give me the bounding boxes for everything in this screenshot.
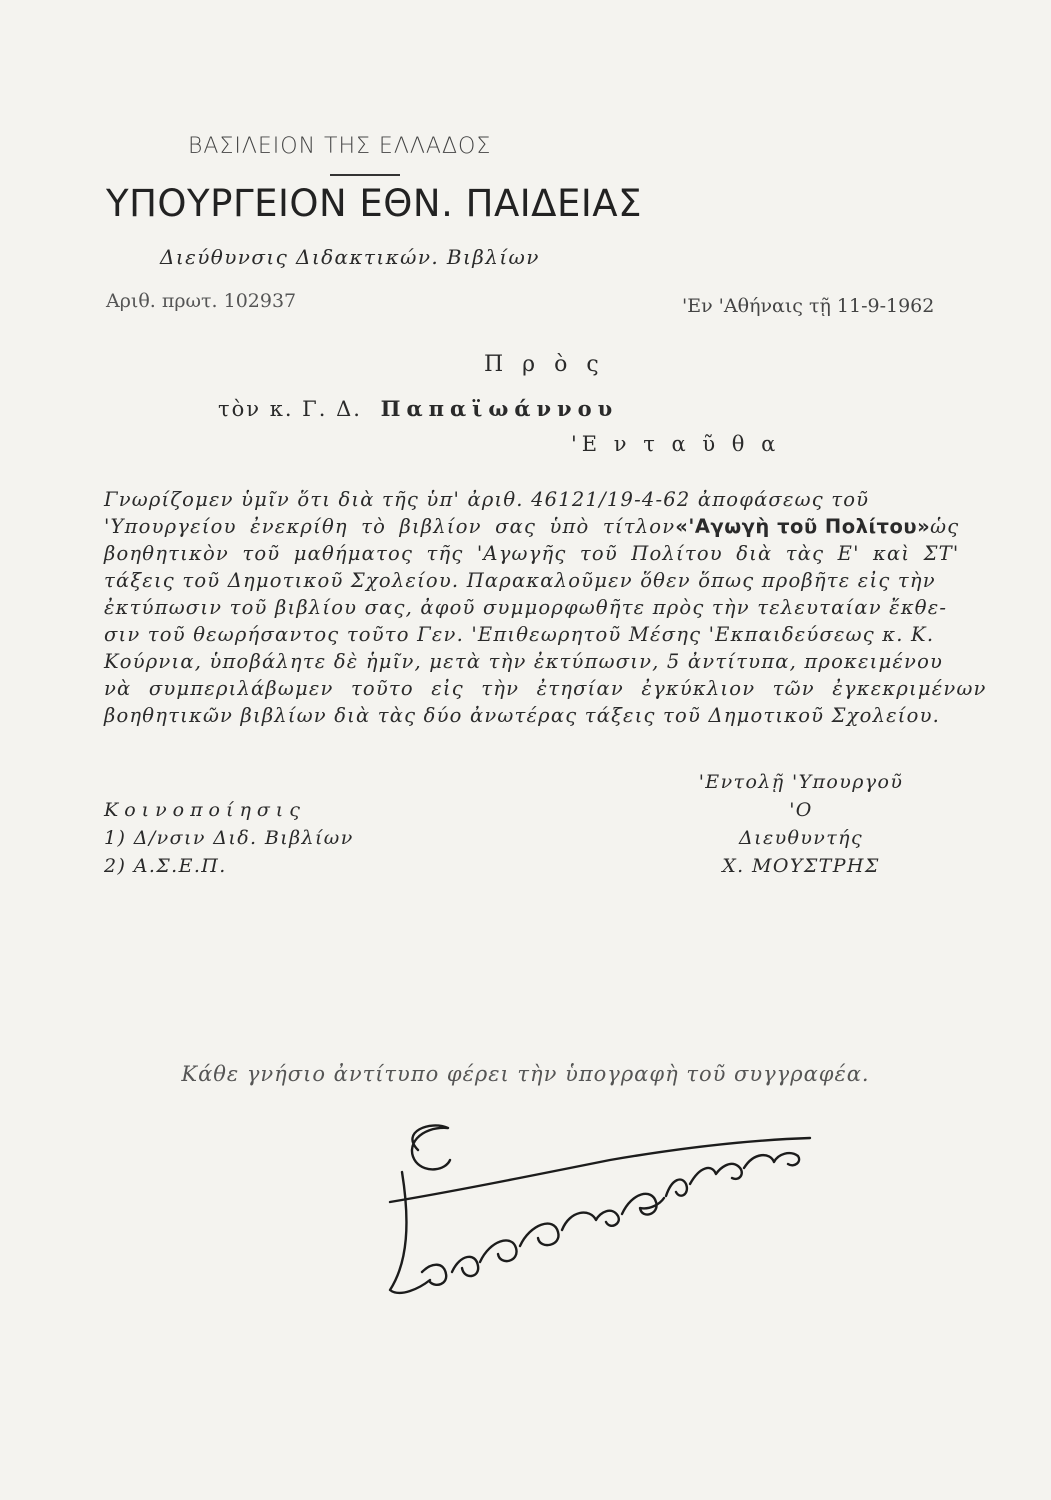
recipient <box>218 396 618 421</box>
body-line: τάξεις τοῦ Δημοτικοῦ Σχολείου. Παρακαλοῦμεν ὅθεν ὅπως προβῆτε εἰς τὴν <box>104 569 936 592</box>
addressee-label: Π ρ ὸ ς <box>484 352 605 377</box>
body-line: Γνωρίζομεν ὑμῖν ὅτι διὰ τῆς ὑπ' ἀριθ. 46121/19-4-62 ἀποφάσεως τοῦ <box>104 488 870 511</box>
body-line: βοηθητικὸν τοῦ μαθήματος τῆς 'Αγωγῆς τοῦ Πολίτου διὰ τὰς Ε' καὶ ΣΤ' <box>104 542 960 565</box>
body-line: Κούρνια, ὑποβάλητε δὲ ἡμῖν, μετὰ τὴν ἐκτύπωσιν, 5 ἀντίτυπα, προκειμένου <box>104 650 944 673</box>
book-title: «'Αγωγὴ τοῦ Πολίτου» <box>675 515 931 538</box>
signature-line-article: 'Ο <box>789 799 813 821</box>
body-line: 'Υπουργείου ἐνεκρίθη τὸ βιβλίον σας ὑπὸ τίτλον «'Αγωγὴ τοῦ Πολίτου» ὡς <box>104 515 960 538</box>
recipient-location: 'Ε ν τ α ῦ θ α <box>571 432 781 456</box>
signature-line-title: Διευθυντής <box>739 827 863 849</box>
ministry-heading: ΥΠΟΥΡΓΕΙΟΝ ΕΘΝ. ΠΑΙΔΕΙΑΣ <box>106 182 642 225</box>
recipient-prefix: τὸν κ. Γ. Δ. <box>218 397 362 421</box>
recipient-name: Παπαϊωάννου <box>380 396 619 421</box>
author-signature <box>360 1112 820 1316</box>
signature-line-name: Χ. ΜΟΥΣΤΡΗΣ <box>722 855 880 877</box>
letter-body <box>104 486 996 729</box>
signature-line-mandate: 'Εντολῇ 'Υπουργοῦ <box>698 771 904 793</box>
directorate-subheading: Διεύθυνσις Διδακτικών. Βιβλίων <box>160 245 540 269</box>
kingdom-heading: ΒΑΣΙΛΕΙΟΝ ΤΗΣ ΕΛΛΑΔΟΣ <box>188 134 492 159</box>
notification-heading: Κοινοποίησις <box>104 799 306 821</box>
authenticity-note: Κάθε γνήσιο ἀντίτυπο φέρει τὴν ὑπογραφὴ τοῦ συγγραφέα. <box>181 1062 870 1086</box>
heading-divider <box>330 174 400 176</box>
body-line: νὰ συμπεριλάβωμεν τοῦτο εἰς τὴν ἐτησίαν ἐγκύκλιον τῶν ἐγκεκριμένων <box>104 677 987 700</box>
body-line: ἐκτύπωσιν τοῦ βιβλίου σας, ἀφοῦ συμμορφωθῆτε πρὸς τὴν τελευταίαν ἔκθε- <box>104 596 948 619</box>
body-line: σιν τοῦ θεωρήσαντος τοῦτο Γεν. 'Επιθεωρητοῦ Μέσης 'Εκπαιδεύσεως κ. Κ. <box>104 623 935 646</box>
notification-item: 1) Δ/νσιν Διδ. Βιβλίων <box>104 827 354 849</box>
protocol-number: Αριθ. πρωτ. 102937 <box>106 290 297 312</box>
official-signature-block <box>656 768 946 880</box>
notification-item: 2) Α.Σ.Ε.Π. <box>104 855 227 877</box>
letter-date: 'Εν 'Αθήναις τῇ 11-9-1962 <box>682 295 935 317</box>
body-line: βοηθητικῶν βιβλίων διὰ τὰς δύο ἀνωτέρας τάξεις τοῦ Δημοτικοῦ Σχολείου. <box>104 704 941 727</box>
handwritten-signature <box>360 1112 820 1312</box>
notification-list <box>104 796 354 880</box>
